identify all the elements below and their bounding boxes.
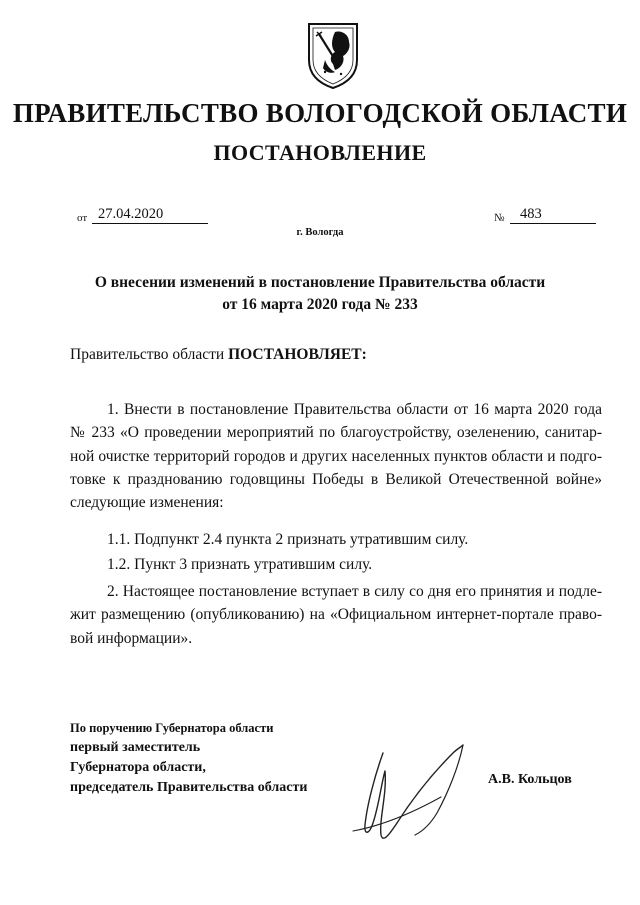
paragraph-2 xyxy=(70,580,602,650)
paragraph-line: жит размещению (опубликованию) на «Официальном интернет-портале право- xyxy=(70,606,602,624)
resolves-keyword: ПОСТАНОВЛЯЕТ: xyxy=(228,346,367,363)
number-prefix: № xyxy=(494,212,505,224)
paragraph-line: 1. Внести в постановление Правительства области от 16 марта 2020 года xyxy=(107,401,602,418)
paragraph-line: вой информации». xyxy=(70,629,193,647)
document-type: ПОСТАНОВЛЕНИЕ xyxy=(213,140,427,165)
government-title: ПРАВИТЕЛЬСТВО ВОЛОГОДСКОЙ ОБЛАСТИ xyxy=(12,98,628,128)
paragraph-line: ной очистке территорий городов и других населенных пунктов области и подго- xyxy=(70,447,602,465)
paragraph-line: 2. Настоящее постановление вступает в силу со дня его принятия и подле- xyxy=(107,583,602,600)
document-number: 483 xyxy=(510,205,596,224)
signatory-line: первый заместитель xyxy=(70,740,201,755)
resolves-clause xyxy=(70,343,367,366)
subitem-1-2: 1.2. Пункт 3 признать утратившим силу. xyxy=(107,556,373,573)
city: г. Вологда xyxy=(296,227,344,238)
subject-line: от 16 марта 2020 года № 233 xyxy=(222,296,418,313)
signatory-line: председатель Правительства области xyxy=(70,780,308,795)
signatory-line: Губернатора области, xyxy=(70,760,206,775)
coat-of-arms-icon xyxy=(305,20,361,90)
document-date: 27.04.2020 xyxy=(92,205,208,224)
signatory-line: По поручению Губернатора области xyxy=(70,721,274,735)
signatory-position xyxy=(70,718,307,798)
resolves-prefix: Правительство области xyxy=(70,346,229,363)
paragraph-1 xyxy=(70,398,602,514)
handwritten-signature xyxy=(345,735,475,850)
paragraph-line: № 233 «О проведении мероприятий по благоустройству, озеленению, санитар- xyxy=(70,424,602,442)
subject-line: О внесении изменений в постановление Правительства области xyxy=(94,274,546,291)
date-prefix: от xyxy=(77,212,88,224)
subitem-1-1: 1.1. Подпункт 2.4 пункта 2 признать утратившим силу. xyxy=(107,531,469,548)
signer-name: А.В. Кольцов xyxy=(488,772,572,787)
document-subject xyxy=(0,272,640,316)
paragraph-line: товке к празднованию годовщины Победы в Великой Отечественной войне» xyxy=(70,470,602,488)
paragraph-line: следующие изменения: xyxy=(70,494,224,512)
